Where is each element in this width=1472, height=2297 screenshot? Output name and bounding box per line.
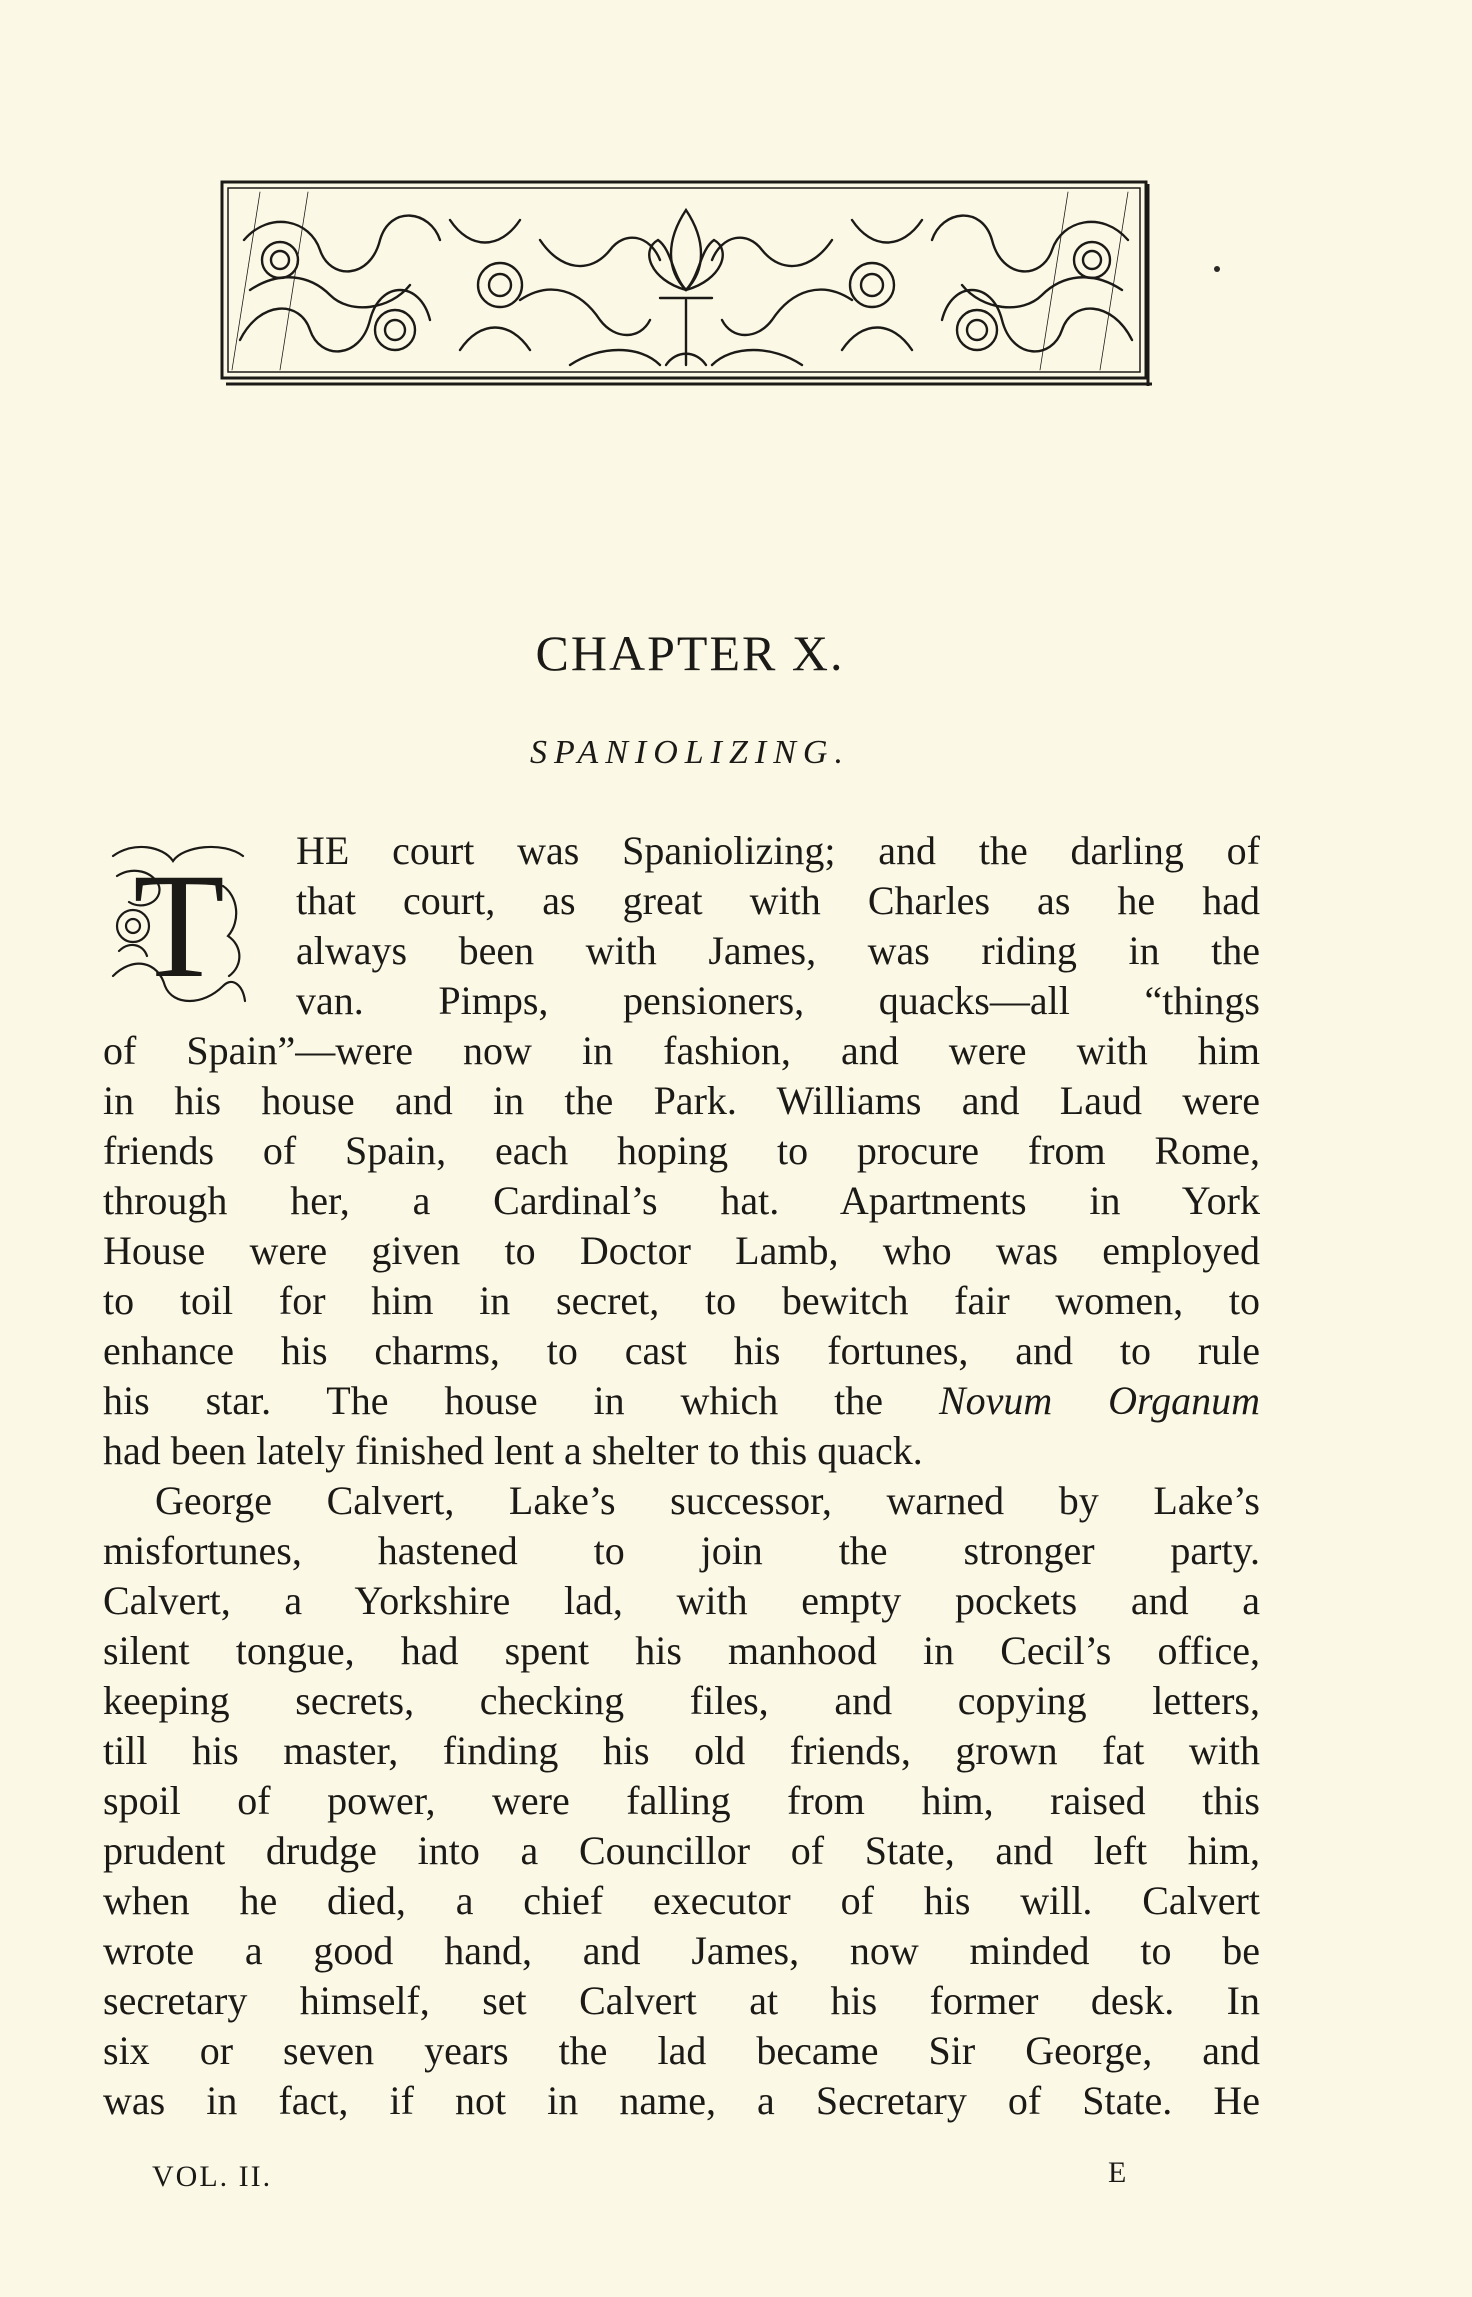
volume-footer: VOL. II. (152, 2160, 273, 2193)
text-span: his star. The house in which the (103, 1378, 939, 1423)
signature-mark: E (1108, 2156, 1127, 2189)
text-line: was in fact, if not in name, a Secretary of State. He (103, 2078, 1260, 2123)
text-line: van. Pimps, pensioners, quacks—all “things (296, 978, 1260, 1023)
chapter-title: CHAPTER X. (535, 625, 845, 681)
text-line: secretary himself, set Calvert at his former desk. In (103, 1978, 1260, 2023)
text-line: Calvert, a Yorkshire lad, with empty pockets and a (103, 1578, 1260, 1623)
text-line: to toil for him in secret, to bewitch fair women, to (103, 1278, 1260, 1323)
text-line: House were given to Doctor Lamb, who was employed (103, 1228, 1260, 1273)
text-line: friends of Spain, each hoping to procure from Rome, (103, 1128, 1260, 1173)
text-line: HE court was Spaniolizing; and the darling of (296, 828, 1260, 873)
text-line: misfortunes, hastened to join the stronger party. (103, 1528, 1260, 1573)
drop-cap-letter: T (133, 843, 225, 1009)
text-line: till his master, finding his old friends, grown fat with (103, 1728, 1260, 1773)
text-line: that court, as great with Charles as he had (296, 878, 1260, 923)
text-line (103, 1376, 1260, 1426)
text-line: silent tongue, had spent his manhood in Cecil’s office, (103, 1628, 1260, 1673)
text-line: enhance his charms, to cast his fortunes, and to rule (103, 1328, 1260, 1373)
text-line: prudent drudge into a Councillor of State, and left him, (103, 1828, 1260, 1873)
book-title-italic: Novum Organum (938, 1378, 1260, 1423)
text-line: through her, a Cardinal’s hat. Apartments in York (103, 1178, 1260, 1223)
text-line: six or seven years the lad became Sir George, and (103, 2028, 1260, 2073)
text-line: of Spain”—were now in fashion, and were with him (103, 1028, 1260, 1073)
text-line: when he died, a chief executor of his will. Calvert (103, 1878, 1260, 1923)
stray-ink-dot (1214, 266, 1220, 272)
text-line: spoil of power, were falling from him, raised this (103, 1778, 1260, 1823)
chapter-subtitle: SPANIOLIZING. (530, 734, 850, 771)
text-line: wrote a good hand, and James, now minded to be (103, 1928, 1260, 1973)
text-line: George Calvert, Lake’s successor, warned by Lake’s (155, 1478, 1260, 1523)
text-line: keeping secrets, checking files, and copying letters, (103, 1678, 1260, 1723)
text-line: always been with James, was riding in the (296, 928, 1260, 973)
body-text (103, 826, 1260, 2126)
text-line: in his house and in the Park. Williams and Laud were (103, 1078, 1260, 1123)
ornamental-headpiece-icon (220, 180, 1152, 390)
text-line: had been lately finished lent a shelter to this quack. (103, 1428, 923, 1473)
